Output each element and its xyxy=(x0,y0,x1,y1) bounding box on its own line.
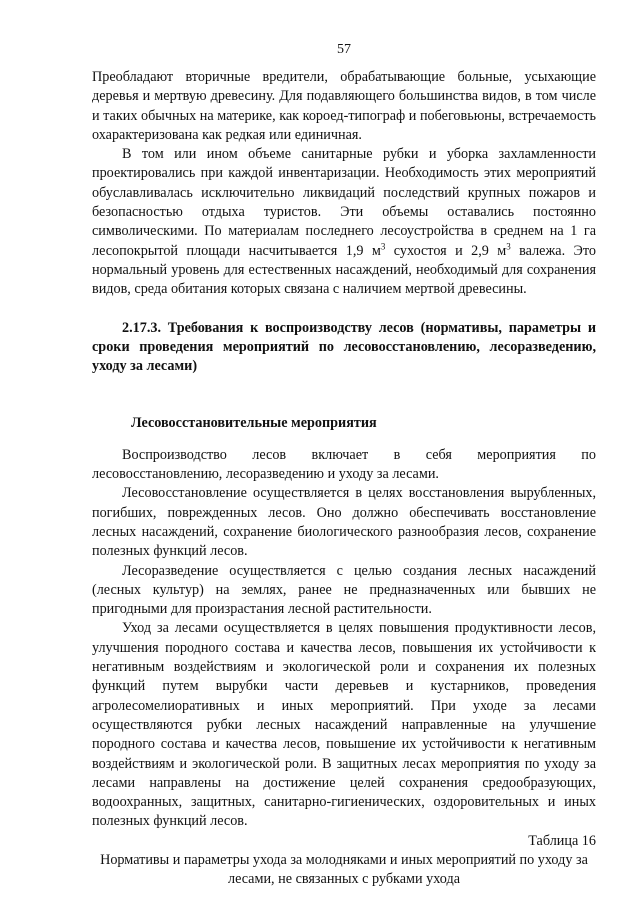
section-heading: 2.17.3. Требования к воспроизводству лесов (нормативы, параметры и сроки проведения мероприятий по лесовосстановлению, лесоразведению, уходу за лесами) xyxy=(92,319,596,375)
table-caption: Нормативы и параметры ухода за молодняками и иных мероприятий по уходу за лесами, не связанных с рубками ухода xyxy=(100,851,588,888)
paragraph-sanitary-felling xyxy=(92,145,596,299)
paragraph-sanitary-felling-text-c: валежа. Это нормальный уровень для естественных насаждений, необходимый для сохранения видов, среда обитания которых связана с наличием мертвой древесины. xyxy=(92,242,597,298)
table-label: Таблица 16 xyxy=(528,832,596,849)
paragraph-reforestation: Лесовосстановление осуществляется в целях восстановления вырубленных, погибших, поврежденных лесов. Оно должно обеспечивать восстановление лесных насаждений, сохранение биологического разнообразия лесов, сохранение полезных функций лесов. xyxy=(92,485,596,560)
page-number: 57 xyxy=(337,42,351,57)
paragraph-reproduction: Воспроизводство лесов включает в себя мероприятия по лесовосстановлению, лесоразведению и уходу за лесами. xyxy=(92,446,596,483)
superscript-3b: 3 xyxy=(506,240,511,251)
paragraph-sanitary-felling-text-a: В том или ином объеме санитарные рубки и уборка захламленности проектировались при каждой инвентаризации. Необходимость этих мероприятий обуславливалась исключительно ликвидаций последствий крупных пожаров и безопасностью отдыха туристов. Эти объемы оставались постоянно символическими. По материалам последнего лесоустройства в среднем на 1 га лесопокрытой площади насчитывается 1,9 м xyxy=(92,146,596,259)
superscript-3a: 3 xyxy=(380,240,386,251)
paragraph-afforestation: Лесоразведение осуществляется с целью создания лесных насаждений (лесных культур) на землях, ранее не предназначенных или бывших не пригодными для произрастания лесной растительности. xyxy=(92,562,596,618)
paragraph-sanitary-felling-text-b: сухостоя и 2,9 м xyxy=(385,242,507,259)
paragraph-pests: Преобладают вторичные вредители, обрабатывающие больные, усыхающие деревья и мертвую древесину. Для подавляющего большинства видов, в том числе и таких обычных на материке, как короед-типограф и побеговьюны, встречаемость охарактеризована как редкая или единичная. xyxy=(92,69,596,143)
paragraph-forest-care: Уход за лесами осуществляется в целях повышения продуктивности лесов, улучшения породного состава и качества лесов, повышения их устойчивости к негативным воздействиям и экологической роли и сохранения их полезных функций путем вырубки части деревьев и кустарников, проведения агролесомелиоративных и иных мероприятий. При уходе за лесами осуществляются рубки лесных насаждений направленные на улучшение породного состава и качества лесов, повышение их устойчивости к негативным воздействиям и экологической роли. В защитных лесах мероприятия по уходу за лесами направлены на достижение целей сохранения средообразующих, водоохранных, защитных, санитарно-гигиенических, оздоровительных и иных полезных функций лесов. xyxy=(92,620,596,830)
subsection-heading: Лесовосстановительные мероприятия xyxy=(131,415,377,432)
